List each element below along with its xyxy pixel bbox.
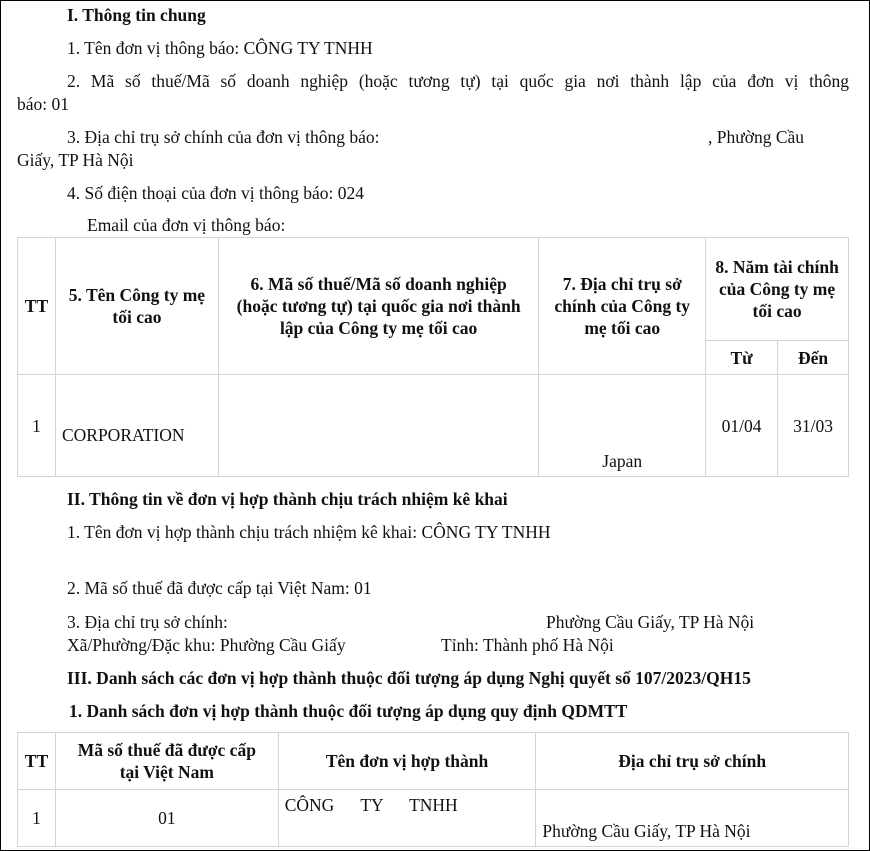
t1-cell-to: 31/03 (778, 375, 849, 477)
member-list-table (17, 732, 849, 847)
member-province: Tỉnh: Thành phố Hà Nội (441, 635, 614, 655)
member-address-tail: Phường Cầu Giấy, TP Hà Nội (546, 612, 755, 632)
t2-cell-name: CÔNG TY TNHH (278, 790, 536, 847)
t1-header-fiscal-year: 8. Năm tài chính của Công ty mẹ tối cao (706, 238, 849, 341)
member-address-label: 3. Địa chỉ trụ sở chính: (67, 612, 228, 632)
t1-cell-tt: 1 (18, 375, 56, 477)
notifier-phone: 4. Số điện thoại của đơn vị thông báo: 024 (67, 183, 364, 203)
t1-cell-parent-tax (218, 375, 538, 477)
member-tax: 2. Mã số thuế đã được cấp tại Việt Nam: 01 (67, 578, 372, 598)
notifier-address-line2: Giấy, TP Hà Nội (17, 150, 134, 170)
member-ward: Xã/Phường/Đặc khu: Phường Cầu Giấy (67, 635, 346, 655)
t2-cell-address: Phường Cầu Giấy, TP Hà Nội (536, 790, 849, 847)
t2-cell-tt: 1 (18, 790, 56, 847)
t1-header-from: Từ (706, 341, 778, 375)
t1-cell-parent-address: Japan (539, 375, 706, 477)
t1-header-parent-tax: 6. Mã số thuế/Mã số doanh nghiệp (hoặc tương tự) tại quốc gia nơi thành lập của Công ty mẹ tối cao (218, 238, 538, 375)
t2-cell-tax: 01 (55, 790, 278, 847)
t1-header-parent-address: 7. Địa chỉ trụ sở chính của Công ty mẹ tối cao (539, 238, 706, 375)
member-name: 1. Tên đơn vị hợp thành chịu trách nhiệm kê khai: CÔNG TY TNHH (67, 522, 551, 542)
notifier-address-label: 3. Địa chỉ trụ sở chính của đơn vị thông báo: (67, 127, 380, 147)
t2-header-address: Địa chỉ trụ sở chính (536, 733, 849, 790)
t2-header-tax: Mã số thuế đã được cấp tại Việt Nam (55, 733, 278, 790)
t1-cell-parent-name: CORPORATION (55, 375, 218, 477)
section2-title: II. Thông tin về đơn vị hợp thành chịu trách nhiệm kê khai (67, 489, 508, 509)
t1-header-parent-name: 5. Tên Công ty mẹ tối cao (55, 238, 218, 375)
t2-header-tt: TT (18, 733, 56, 790)
t1-cell-from: 01/04 (706, 375, 778, 477)
section3-subtitle: 1. Danh sách đơn vị hợp thành thuộc đối tượng áp dụng quy định QDMTT (69, 701, 628, 721)
t1-header-to: Đến (778, 341, 849, 375)
notifier-email: Email của đơn vị thông báo: (87, 215, 286, 235)
notifier-name: 1. Tên đơn vị thông báo: CÔNG TY TNHH (67, 38, 373, 58)
t1-header-tt: TT (18, 238, 56, 375)
section1-title: I. Thông tin chung (67, 5, 206, 25)
section3-title: III. Danh sách các đơn vị hợp thành thuộc đối tượng áp dụng Nghị quyết số 107/2023/QH15 (67, 668, 751, 688)
t2-header-name: Tên đơn vị hợp thành (278, 733, 536, 790)
parent-company-table (17, 237, 849, 477)
notifier-address-tail: , Phường Cầu (708, 127, 805, 147)
notifier-tax-line2: báo: 01 (17, 94, 70, 114)
notifier-tax-line1: 2. Mã số thuế/Mã số doanh nghiệp (hoặc tương tự) tại quốc gia nơi thành lập của đơn vị thông (67, 71, 849, 91)
